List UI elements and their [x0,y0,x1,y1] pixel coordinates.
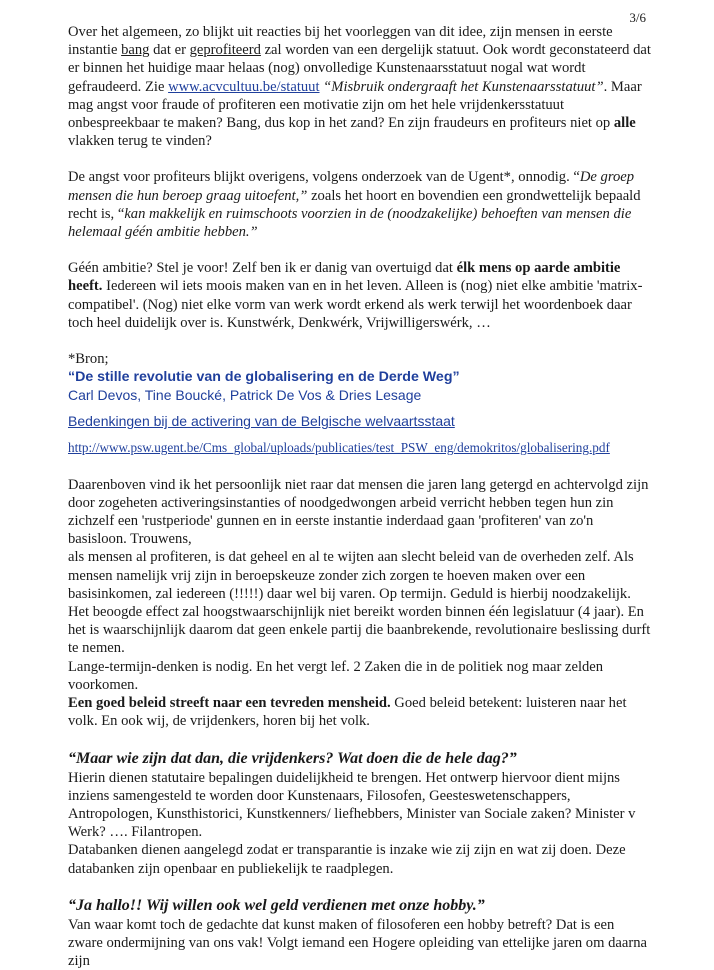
text: zal worden van een dergelijk statuut. Ook wordt geconstateerd dat er binnen het huidige maar helaas (nog) onvolledige Kunstenaarsstatuut nogal wat wordt gefraudeerd. Zie [68,42,651,95]
source-title: “De stille revolutie van de globalisering en de Derde Weg” [68,369,460,386]
document-body [68,23,652,970]
paragraph-hobby: Van waar komt toch de gedachte dat kunst maken of filosoferen een hobby betreft? Dat is een zware ondermijning van ons vak! Volgt iemand een Hogere opleiding van ettelijke jaren om daarna zijn [68,916,647,970]
paragraph-beleid [68,694,652,730]
source-subtitle-link[interactable]: Bedenkingen bij de activering van de Belgische welvaartsstaat [68,413,455,430]
paragraph-fraud [68,23,652,150]
text: dat er [149,42,190,59]
text: Goed beleid betekent: luisteren naar het volk. En ook wij, de vrijdenkers, horen bij het volk. [68,695,627,730]
underlined-geprofiteerd: geprofiteerd [189,42,261,59]
paragraph-daarenboven: Daarenboven vind ik het persoonlijk niet raar dat mensen die jaren lang getergd en achtervolgd zijn door zogeheten activeringsinstanties of noodgedwongen arbeid verricht hebben tegen hun zin zichzelf een 'rustperiode' gunnen en in eerste instantie inderdaad gaan 'profiteren' van zo'n basisloon. Trouwens, [68,476,649,548]
text: vlakken terug te vinden? [68,133,212,150]
paragraph-ambitie [68,259,652,332]
paragraph-statutair: Hierin dienen statutaire bepalingen duidelijkheid te brengen. Het ontwerp hiervoor dient mijns inziens samengesteld te worden door Kunstenaars, Filosofen, Geesteswetenschappers, Antropologen, Kunsthistorici, Kunstkenners/ liefhebbers, Minister van Sociale zaken? Minister v Werk? …. Filantropen. [68,769,636,841]
acv-link[interactable]: www.acvcultuu.be/statuut [168,78,320,95]
text: Iedereen wil iets moois maken van en in het leven. Alleen is (nog) niet elke ambitie 'matrix-compatibel'. (Nog) niet elke vorm van werk wordt erkend als werk terwijl het woordenboek daar toch heel duidelijk over is. Kunstwérk, Denkwérk, Vrijwilligerswérk, … [68,278,643,331]
paragraph-profiteren: als mensen al profiteren, is dat geheel en al te wijten aan slecht beleid van de overheden zelf. Als mensen namelijk vrij zijn in beroepskeuze zonder zich zorgen te hoeven maken over een basisinkomen, zal iedereen (!!!!!) daar wel bij varen. Op termijn. Geduld is hierbij noodzakelijk. Het beoogde effect zal hoogstwaarschijnlijk niet bereikt worden binnen één legislatuur (4 jaar). En het is waarschijnlijk daarom dat geen enkele partij die baanbrekende, revolutionaire beslissing durft te nemen. [68,549,651,657]
quote-misbruik: “Misbruik ondergraaft het Kunstenaarsstatuut” [319,78,604,95]
text: De angst voor profiteurs blijkt overigens, volgens onderzoek van de Ugent*, onnodig. “ [68,169,580,186]
bold-elk-mens: élk mens op aarde ambitie heeft. [68,260,621,295]
source-authors: Carl Devos, Tine Boucké, Patrick De Vos & Dries Lesage [68,387,422,404]
text: . Maar mag angst voor fraude of profiteren een motivatie zijn om het hele vrijdenkersstatuut onbespreekbaar te maken? Bang, dus kop in het zand? En zijn fraudeurs en profiteurs niet op [68,78,642,132]
heading-hobby: “Ja hallo!! Wij willen ook wel geld verdienen met onze hobby.” [68,896,485,914]
italic-quote-2: kan makkelijk en ruimschoots voorzien in de (noodzakelijke) behoeften van mensen die helemaal géén ambitie hebben.” [68,205,632,241]
paragraph-ugent [68,168,652,241]
page-number: 3/6 [629,10,646,25]
heading-vrijdenkers: “Maar wie zijn dat dan, die vrijdenkers? Wat doen die de hele dag?” [68,749,517,767]
paragraph-lange-termijn: Lange-termijn-denken is nodig. En het vergt lef. 2 Zaken die in de politiek nog maar zelden voorkomen. [68,658,604,693]
paragraph-databanken: Databanken dienen aangelegd zodat er transparantie is inzake wie zij zijn en wat zij doen. Deze databanken zijn openbaar en publiekelijk te raadplegen. [68,842,626,877]
text: Over het algemeen, zo blijkt uit reacties bij het voorleggen van dit idee, zijn mensen in eerste instantie [68,24,613,59]
underlined-bang: bang [121,42,150,59]
source-url-link[interactable]: http://www.psw.ugent.be/Cms_global/uploads/publicaties/test_PSW_eng/demokritos/globalisering.pdf [68,440,610,456]
text: zoals het hoort en bovendien een grondwettelijk bepaald recht is, “ [68,187,641,222]
italic-quote-1: De groep mensen die hun beroep graag uitoefent,” [68,169,635,204]
bold-beleid: Een goed beleid streeft naar een tevreden mensheid. [68,695,391,712]
text: Géén ambitie? Stel je voor! Zelf ben ik er danig van overtuigd dat [68,260,457,277]
source-label: *Bron; [68,351,109,368]
bold-alle: alle [613,115,636,132]
